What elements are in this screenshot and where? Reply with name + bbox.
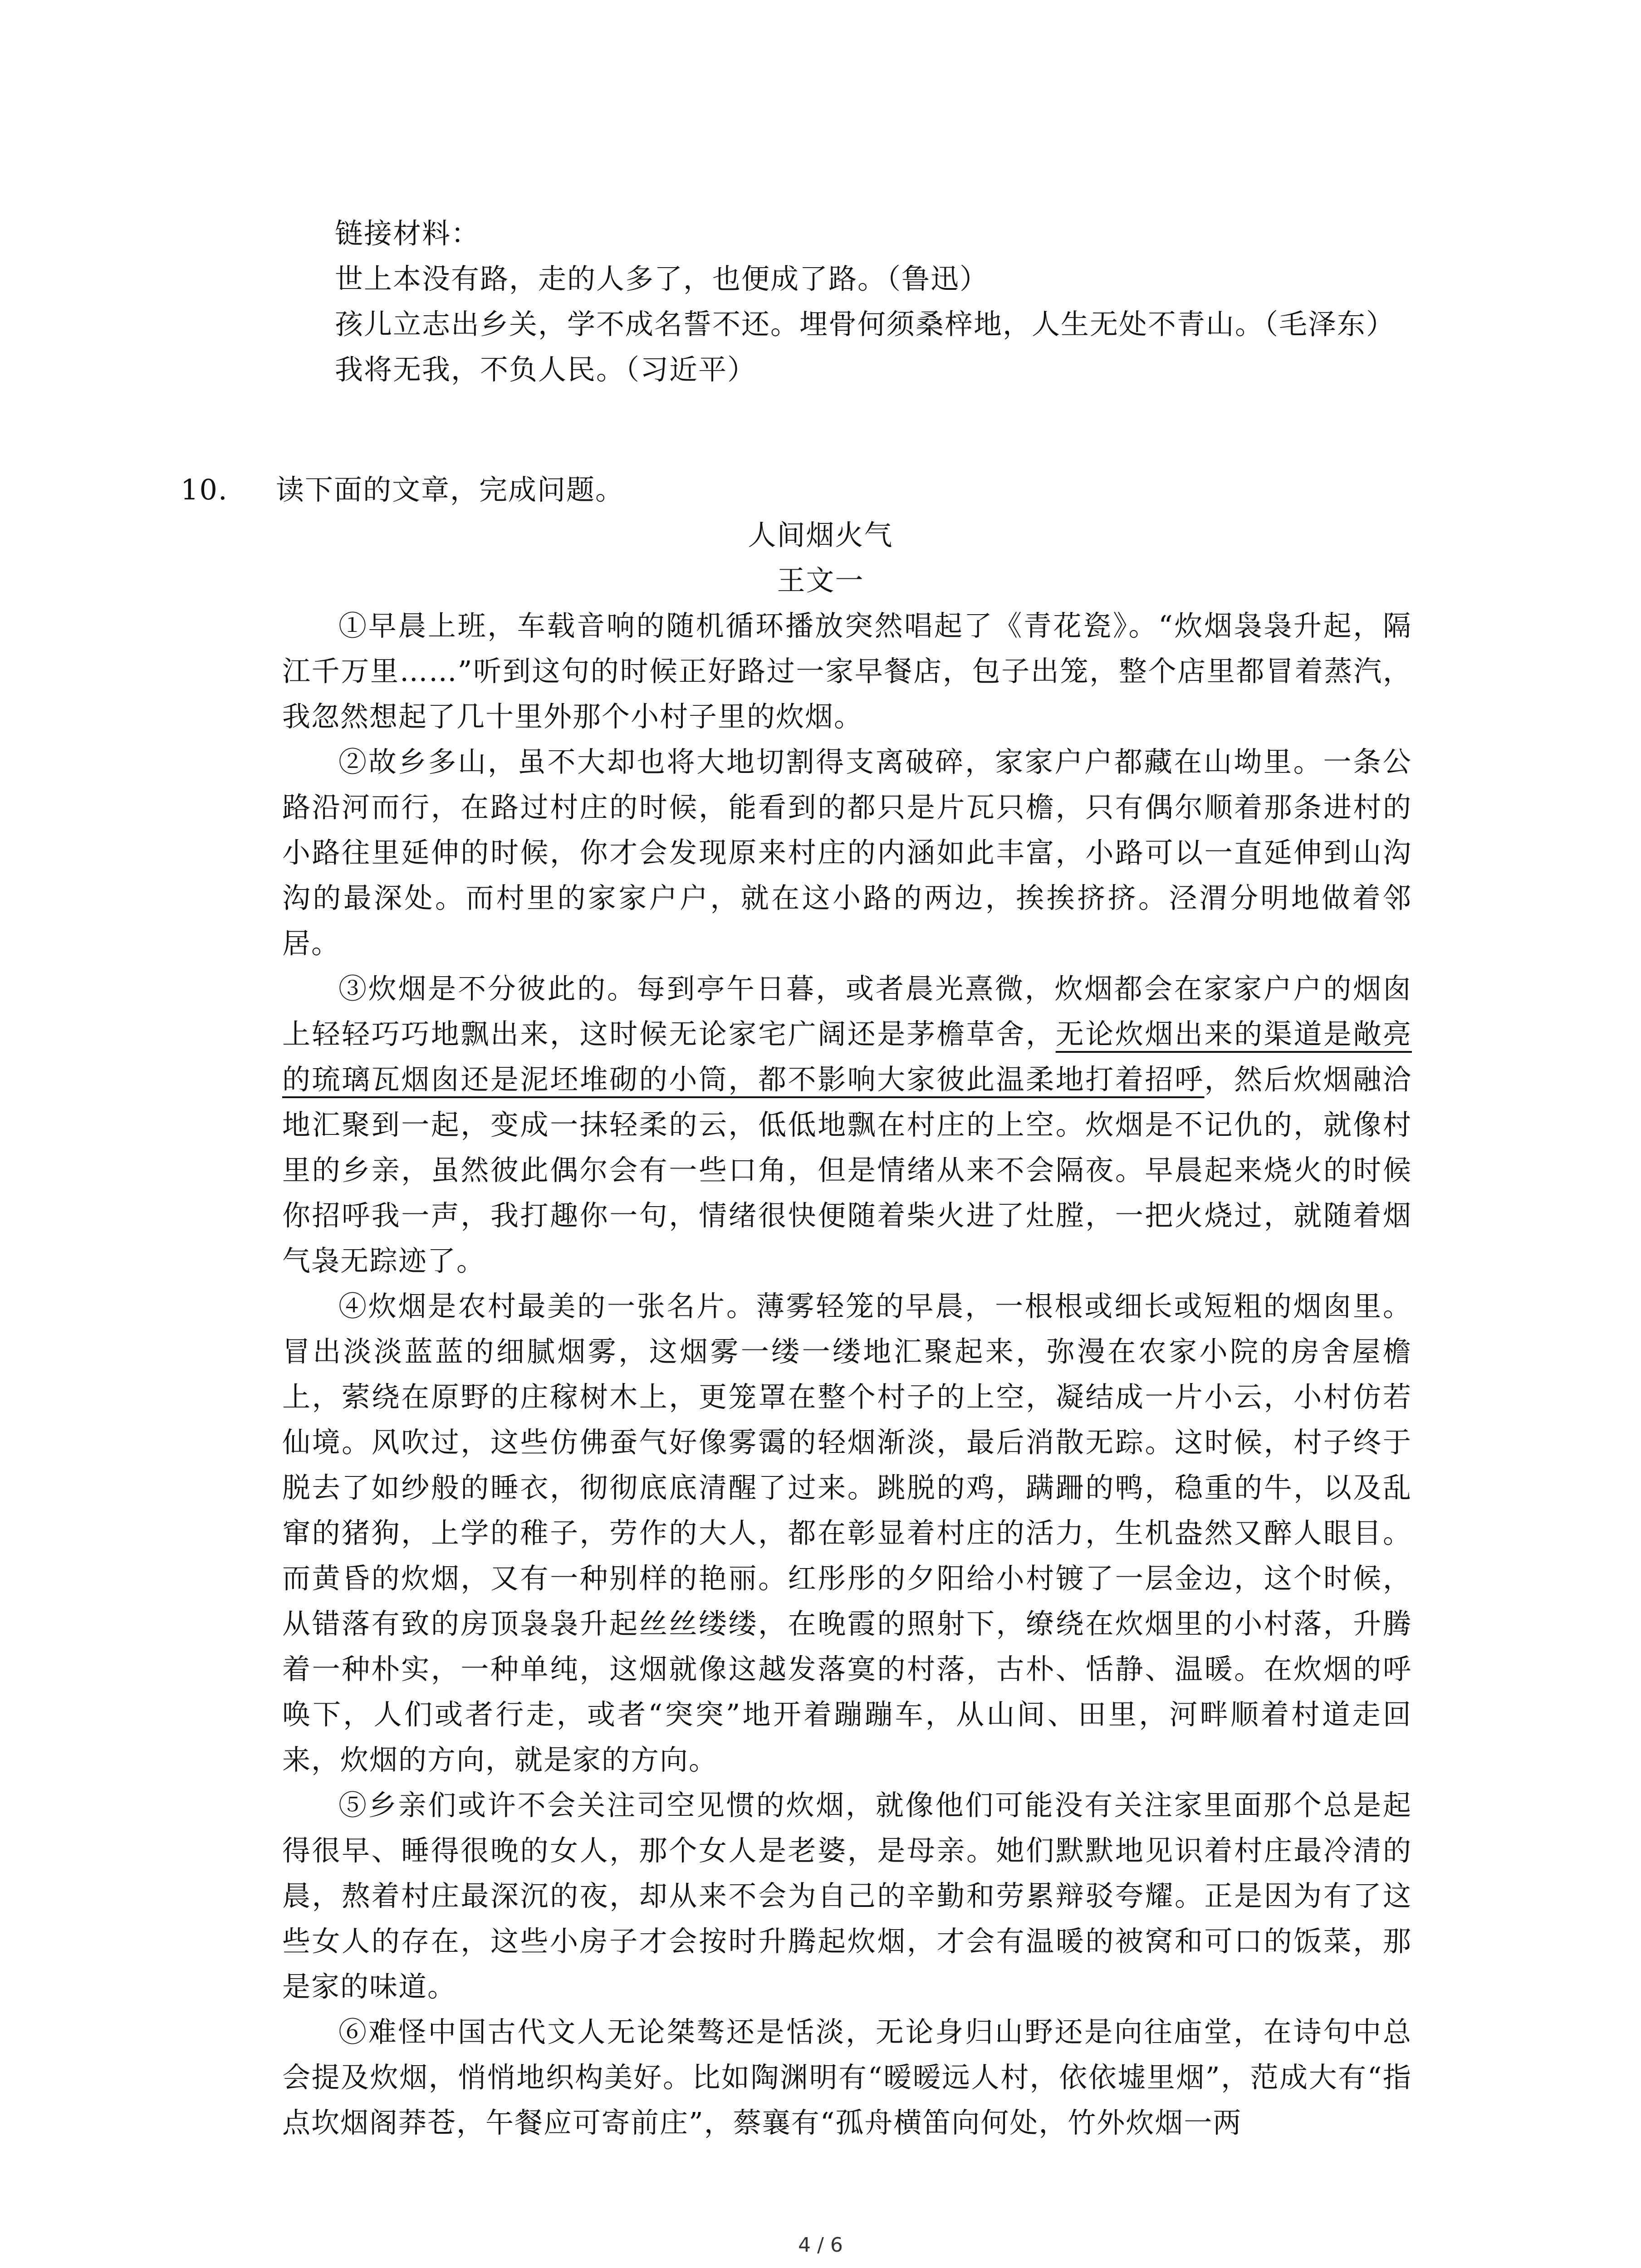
question-number: 10. [181,473,228,506]
linked-material [335,211,1410,392]
quote-luxun: 世上本没有路，走的人多了，也便成了路。（鲁迅） [335,262,989,295]
underlined-sentence: 无论炊烟出来的渠道是敞亮的琉璃瓦烟囱还是泥坯堆砌的小筒，都不影响大家彼此温柔地打着招呼 [282,1017,1412,1096]
page-number: 4 / 6 [798,2234,843,2257]
paragraph-1: ①早晨上班，车载音响的随机循环播放突然唱起了《青花瓷》。“炊烟袅袅升起，隔江千万里……”听到这句的时候正好路过一家早餐店，包子出笼，整个店里都冒着蒸汽，我忽然想起了几十里外那个小村子里的炊烟。 [282,609,1412,733]
paragraph-3 [282,966,1412,1284]
quote-maozedong: 孩儿立志出乡关，学不成名誓不还。埋骨何须桑梓地，人生无处不青山。（毛泽东） [335,308,1396,341]
paragraph-3-end: ，然后炊烟融洽地汇聚到一起，变成一抹轻柔的云，低低地飘在村庄的上空。炊烟是不记仇的，就像村里的乡亲，虽然彼此偶尔会有一些口角，但是情绪从来不会隔夜。早晨起来烧火的时候你招呼我一声，我打趣你一句，情绪很快便随着柴火进了灶膛，一把火烧过，就随着烟气袅无踪迹了。 [282,1063,1412,1277]
question-prompt: 读下面的文章，完成问题。 [276,473,625,506]
article-author: 王文一 [777,564,864,597]
paragraph-4: ④炊烟是农村最美的一张名片。薄雾轻笼的早晨，一根根或细长或短粗的烟囱里。冒出淡淡蓝蓝的细腻烟雾，这烟雾一缕一缕地汇聚起来，弥漫在农家小院的房舍屋檐上，萦绕在原野的庄稼树木上，更笼罩在整个村子的上空，凝结成一片小云，小村仿若仙境。风吹过，这些仿佛蚕气好像雾霭的轻烟渐淡，最后消散无踪。这时候，村子终于脱去了如纱般的睡衣，彻彻底底清醒了过来。跳脱的鸡，蹒跚的鸭，稳重的牛，以及乱窜的猪狗，上学的稚子，劳作的大人，都在彰显着村庄的活力，生机盎然又醉人眼目。而黄昏的炊烟，又有一种别样的艳丽。红彤彤的夕阳给小村镀了一层金边，这个时候，从错落有致的房顶袅袅升起丝丝缕缕，在晚霞的照射下，缭绕在炊烟里的小村落，升腾着一种朴实，一种单纯，这烟就像这越发落寞的村落，古朴、恬静、温暖。在炊烟的呼唤下，人们或者行走，或者“突突”地开着蹦蹦车，从山间、田里，河畔顺着村道走回来，炊烟的方向，就是家的方向。 [282,1290,1412,1776]
paragraph-5: ⑤乡亲们或许不会关注司空见惯的炊烟，就像他们可能没有关注家里面那个总是起得很早、睡得很晚的女人，那个女人是老婆，是母亲。她们默默地见识着村庄最冷清的晨，熬着村庄最深沉的夜，却从来不会为自己的辛勤和劳累辩驳夸耀。正是因为有了这些女人的存在，这些小房子才会按时升腾起炊烟，才会有温暖的被窝和可口的饭菜，那是家的味道。 [282,1789,1412,2003]
linked-material-heading: 链接材料： [335,217,480,250]
article-title: 人间烟火气 [748,518,893,552]
paragraph-6: ⑥难怪中国古代文人无论桀骜还是恬淡，无论身归山野还是向往庙堂，在诗句中总会提及炊烟，悄悄地织构美好。比如陶渊明有“暧暧远人村，依依墟里烟”，范成大有“指点坎烟阁莽苍，午餐应可寄前庄”，蔡襄有“孤舟横笛向何处，竹外炊烟一两 [282,2015,1412,2139]
article-body [282,603,1412,2146]
paragraph-3-start: ③炊烟是不分彼此的。每到亭午日暮，或者晨光熹微，炊烟都会在家家户户的烟囱上轻轻巧巧地飘出来，这时候无论家宅广阔还是茅檐草舍， [282,972,1412,1051]
paragraph-2: ②故乡多山，虽不大却也将大地切割得支离破碎，家家户户都藏在山坳里。一条公路沿河而行，在路过村庄的时候，能看到的都只是片瓦只檐，只有偶尔顺着那条进村的小路往里延伸的时候，你才会发现原来村庄的内涵如此丰富，小路可以一直延伸到山沟沟的最深处。而村里的家家户户，就在这小路的两边，挨挨挤挤。泾渭分明地做着邻居。 [282,745,1412,960]
question-header [181,467,1406,513]
quote-xijinping: 我将无我，不负人民。（习近平） [335,353,757,386]
